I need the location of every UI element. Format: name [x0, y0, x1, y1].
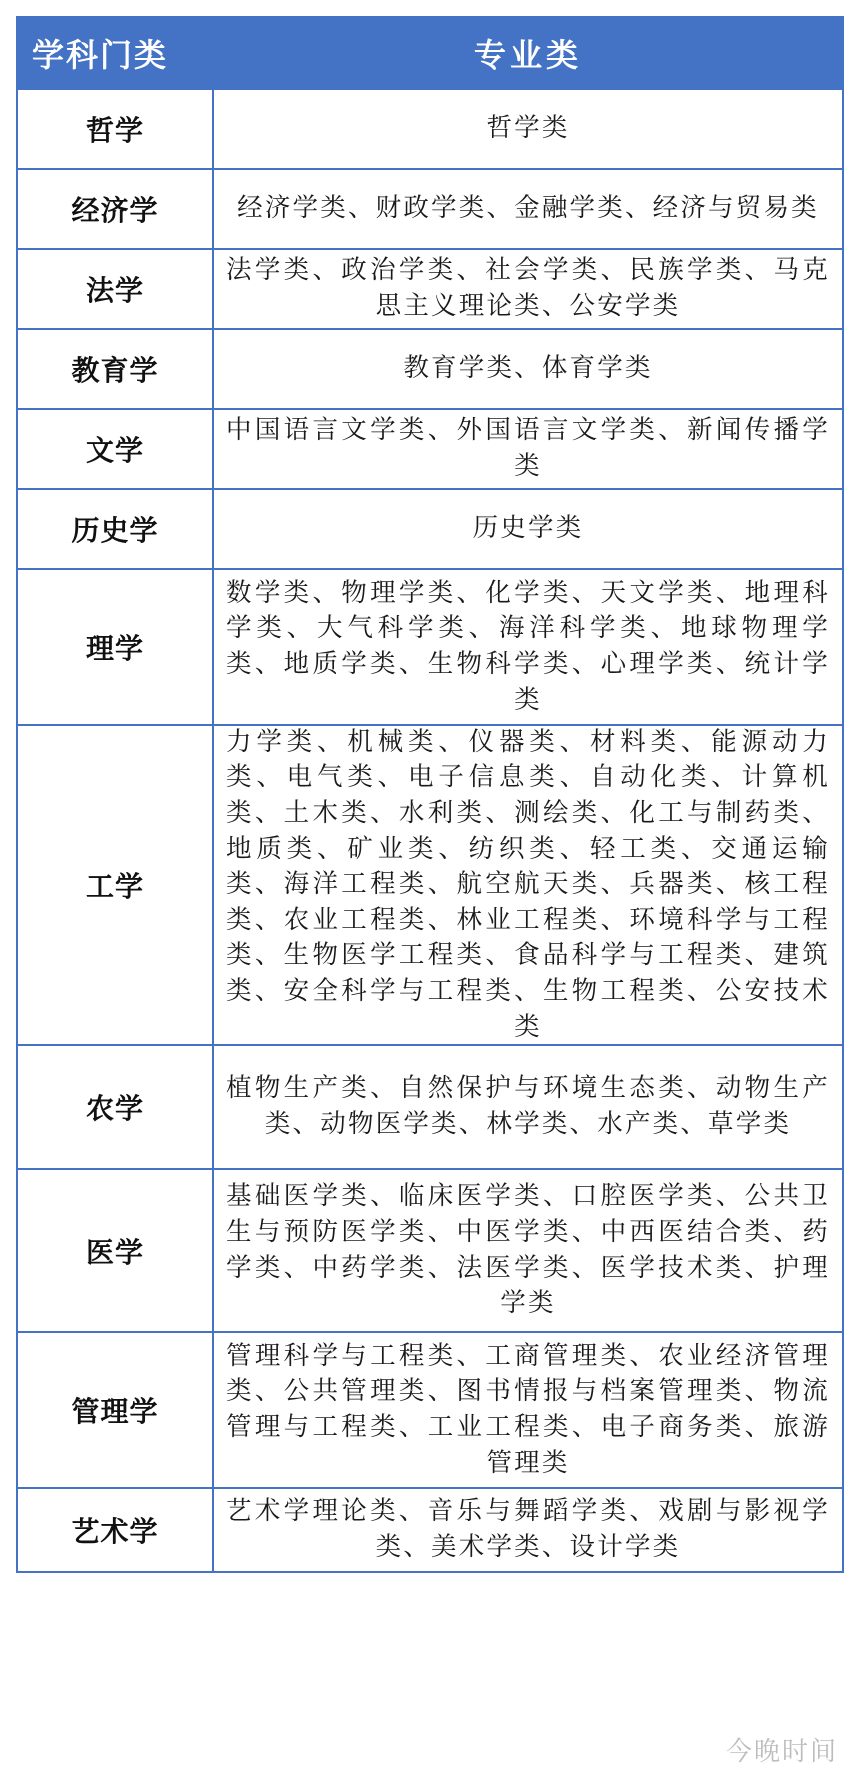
- majors-cell: [214, 490, 842, 568]
- discipline-cell: 农学: [18, 1046, 214, 1168]
- table-row: [18, 330, 842, 410]
- majors-text: 数学类、物理学类、化学类、天文学类、地理科学类、大气科学类、海洋科学类、地球物理学类、地质学类、生物科学类、心理学类、统计学类: [226, 577, 830, 715]
- table-row: [18, 1333, 842, 1489]
- majors-cell: [214, 410, 842, 488]
- majors-cell: [214, 570, 842, 724]
- header-majors: 专业类: [473, 36, 582, 74]
- majors-text: 经济学类、财政学类、金融学类、经济与贸易类: [237, 193, 819, 224]
- discipline-cell: 医学: [18, 1170, 214, 1331]
- discipline-cell: 文学: [18, 410, 214, 488]
- table-row: [18, 250, 842, 330]
- majors-cell: [214, 90, 842, 168]
- majors-cell: [214, 726, 842, 1044]
- majors-cell: [214, 330, 842, 408]
- table-row: [18, 1489, 842, 1571]
- discipline-cell: 哲学: [18, 90, 214, 168]
- discipline-cell: 工学: [18, 726, 214, 1044]
- table-header: [18, 18, 842, 90]
- majors-cell: [214, 250, 842, 328]
- majors-cell: [214, 170, 842, 248]
- majors-cell: [214, 1170, 842, 1331]
- majors-text: 基础医学类、临床医学类、口腔医学类、公共卫生与预防医学类、中医学类、中西医结合类、药学类、中药学类、法医学类、医学技术类、护理学类: [226, 1181, 830, 1319]
- discipline-cell: 法学: [18, 250, 214, 328]
- discipline-cell: 经济学: [18, 170, 214, 248]
- majors-text: 教育学类、体育学类: [403, 353, 653, 384]
- majors-cell: [214, 1489, 842, 1571]
- discipline-cell: 教育学: [18, 330, 214, 408]
- majors-text: 艺术学理论类、音乐与舞蹈学类、戏剧与影视学类、美术学类、设计学类: [226, 1496, 830, 1562]
- majors-text: 植物生产类、自然保护与环境生态类、动物生产类、动物医学类、林学类、水产类、草学类: [226, 1073, 830, 1139]
- discipline-cell: 艺术学: [18, 1489, 214, 1571]
- majors-text: 历史学类: [472, 513, 584, 544]
- discipline-cell: 历史学: [18, 490, 214, 568]
- majors-text: 管理科学与工程类、工商管理类、农业经济管理类、公共管理类、图书情报与档案管理类、物流管理与工程类、工业工程类、电子商务类、旅游管理类: [226, 1340, 830, 1478]
- table-row: [18, 726, 842, 1046]
- table-row: [18, 410, 842, 490]
- table-row: [18, 1170, 842, 1333]
- discipline-cell: 理学: [18, 570, 214, 724]
- majors-text: 哲学类: [486, 113, 570, 144]
- majors-cell: [214, 1046, 842, 1168]
- table-row: [18, 1046, 842, 1170]
- watermark: 今晚时间: [725, 1737, 838, 1767]
- table-row: [18, 170, 842, 250]
- majors-cell: [214, 1333, 842, 1487]
- discipline-cell: 管理学: [18, 1333, 214, 1487]
- majors-text: 力学类、机械类、仪器类、材料类、能源动力类、电气类、电子信息类、自动化类、计算机类、土木类、水利类、测绘类、化工与制药类、地质类、矿业类、纺织类、轻工类、交通运输类、海洋工程类、航空航天类、兵器类、核工程类、农业工程类、林业工程类、环境科学与工程类、生物医学工程类、食品科学与工程类、建筑类、安全科学与工程类、生物工程类、公安技术类: [226, 726, 830, 1042]
- majors-text: 法学类、政治学类、社会学类、民族学类、马克思主义理论类、公安学类: [226, 255, 830, 321]
- discipline-table: [16, 16, 844, 1573]
- table-row: [18, 570, 842, 726]
- header-discipline: 学科门类: [32, 36, 169, 74]
- table-row: [18, 90, 842, 170]
- table-row: [18, 490, 842, 570]
- majors-text: 中国语言文学类、外国语言文学类、新闻传播学类: [226, 415, 830, 481]
